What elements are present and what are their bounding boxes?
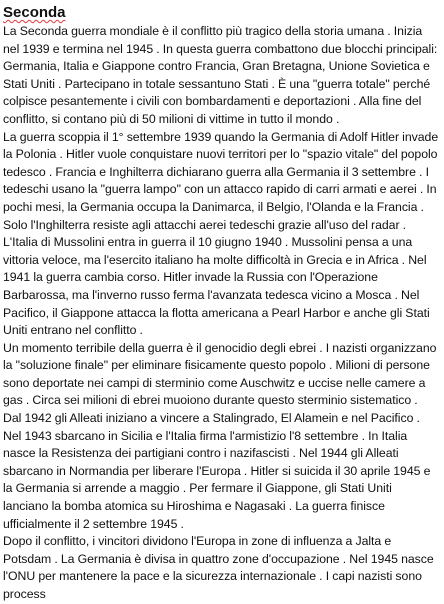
- paragraph-overview[interactable]: La Seconda guerra mondiale è il conflitto più tragico della storia umana . Inizia nel 1939 e termina nel 1945 . In questa guerra combattono due blocchi principali: Germania, Italia e Giappone contro Francia, Gran Bretagna, Unione Sovietica e Stati Uniti . Partecipano in totale sessantuno Stati . È una "guerra totale" perché colpisce pesantemente i civili con bombardamenti e deportazioni . Alla fine del conflitto, si contano più di 50 milioni di vittime in tutto il mondo .: [3, 24, 438, 126]
- paragraph-allied-victory[interactable]: Dal 1942 gli Alleati iniziano a vincere a Stalingrado, El Alamein e nel Pacifico . Nel 1943 sbarcano in Sicilia e l'Italia firma l'armistizio l'8 settembre . In Italia nasce la Resistenza dei partigiani contro i nazifascisti . Nel 1944 gli Alleati sbarcano in Normandia per liberare l'Europa . Hitler si suicida il 30 aprile 1945 e la Germania si arrende a maggio . Per fermare il Giappone, gli Stati Uniti lanciano la bomba atomica su Hiroshima e Nagasaki . La guerra finisce ufficialmente il 2 settembre 1945 .: [3, 411, 431, 531]
- paragraph-holocaust[interactable]: Un momento terribile della guerra è il genocidio degli ebrei . I nazisti organizzano la "soluzione finale" per eliminare fisicamente questo popolo . Milioni di persone sono deportate nei campi di sterminio come Auschwitz e uccise nelle camere a gas . Circa sei milioni di ebrei muoiono durante questo sterminio sistematico .: [3, 340, 437, 408]
- paragraph-italy-entry[interactable]: L'Italia di Mussolini entra in guerra il 10 giugno 1940 . Mussolini pensa a una vittoria veloce, ma l'esercito italiano ha molte difficoltà in Grecia e in Africa . Nel 1941 la guerra cambia corso. Hitler invade la Russia con l'Operazione Barbarossa, ma l'inverno russo ferma l'avanzata tedesca vicino a Mosca . Nel Pacifico, il Giappone attacca la flotta americana a Pearl Harbor e anche gli Stati Uniti entrano nel conflitto .: [3, 235, 430, 338]
- document-title[interactable]: Seconda: [3, 4, 66, 21]
- paragraph-aftermath[interactable]: Dopo il conflitto, i vincitori dividono l'Europa in zone di influenza a Jalta e Potsdam . La Germania è divisa in quattro zone d'occupazione . Nel 1945 nasce l'ONU per mantenere la pace e la sicurezza internazionale . I capi nazisti sono process: [3, 534, 434, 601]
- document-page: [3, 4, 439, 604]
- paragraph-outbreak[interactable]: La guerra scoppia il 1° settembre 1939 quando la Germania di Adolf Hitler invade la Polonia . Hitler vuole conquistare nuovi territori per lo "spazio vitale" del popolo tedesco . Francia e Inghilterra dichiarano guerra alla Germania il 3 settembre . I tedeschi usano la "guerra lampo" con un attacco rapido di carri armati e aerei . In pochi mesi, la Germania occupa la Danimarca, il Belgio, l'Olanda e la Francia . Solo l'Inghilterra resiste agli attacchi aerei tedeschi grazie all'uso del radar .: [3, 129, 439, 232]
